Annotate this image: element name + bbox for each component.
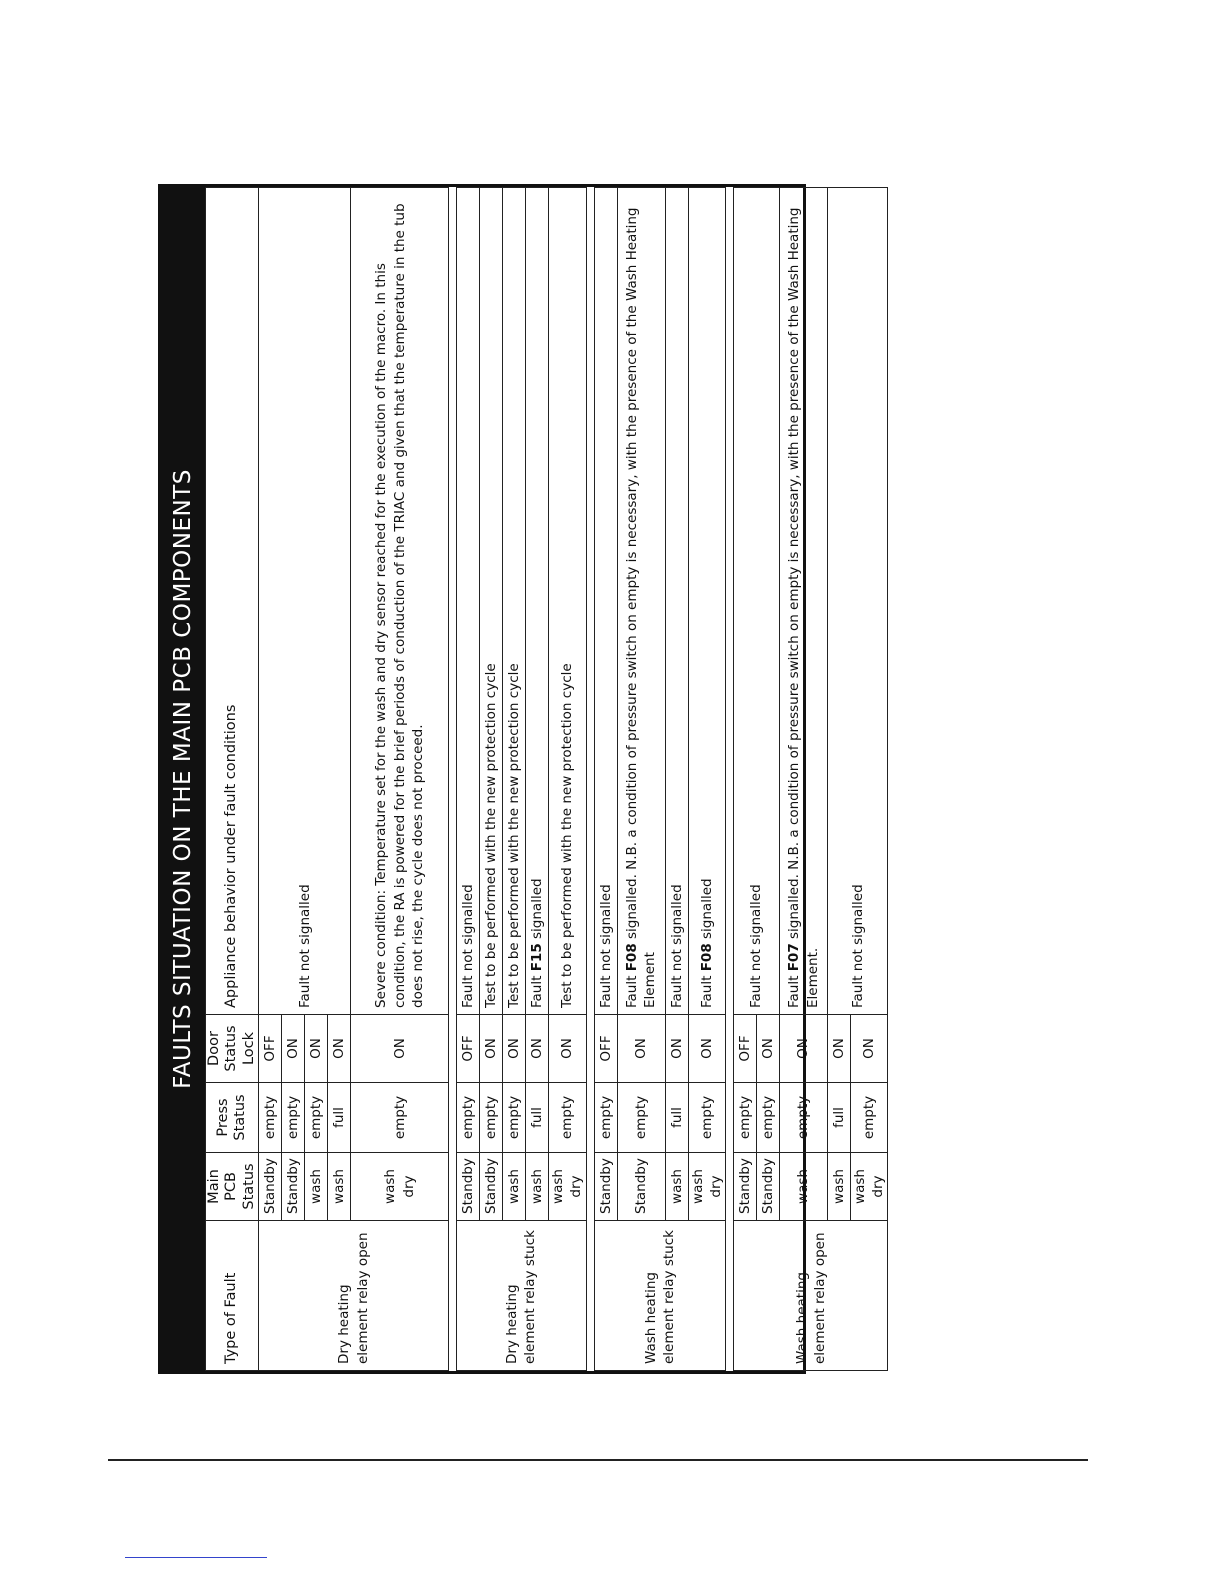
press-status-cell: empty <box>259 1083 282 1153</box>
behavior-text: Fault <box>529 971 546 1008</box>
table-body <box>259 188 888 1371</box>
behavior-cell <box>457 188 480 1015</box>
behavior-text: signalled <box>698 878 715 944</box>
door-status-cell: OFF <box>259 1015 282 1083</box>
fault-type-cell: Dry heating element relay open <box>259 1221 449 1371</box>
door-status-cell: ON <box>688 1015 725 1083</box>
fault-type-cell: Dry heating element relay stuck <box>457 1221 586 1371</box>
table-row <box>734 188 757 1371</box>
table-row <box>351 188 449 1371</box>
pcb-status-cell: Standby <box>457 1153 480 1221</box>
fault-type-cell: Wash heating element relay stuck <box>594 1221 725 1371</box>
press-status-cell: empty <box>480 1083 503 1153</box>
pcb-status-cell: Standby <box>734 1153 757 1221</box>
faults-table-frame <box>158 184 887 1374</box>
table-row <box>780 188 828 1371</box>
door-status-cell: ON <box>282 1015 305 1083</box>
press-status-cell: empty <box>617 1083 665 1153</box>
fault-type-cell: Wash heating element relay open <box>734 1221 888 1371</box>
table-row <box>594 188 617 1371</box>
pcb-status-cell: wash <box>828 1153 851 1221</box>
behavior-cell <box>594 188 617 1015</box>
header-door-status-lock: Door Status Lock <box>206 1015 259 1083</box>
pcb-status-cell: Standby <box>282 1153 305 1221</box>
behavior-cell <box>665 188 688 1015</box>
press-status-cell: empty <box>305 1083 328 1153</box>
fault-code: F15 <box>529 943 546 972</box>
door-status-cell: ON <box>665 1015 688 1083</box>
behavior-text: signalled. N.B. a condition of pressure switch on empty is necessary, with the presence of the Wash Heating Element <box>623 207 659 1008</box>
fault-code: F08 <box>623 943 640 972</box>
behavior-text: signalled. N.B. a condition of pressure switch on empty is necessary, with the presence of the Wash Heating Element. <box>786 207 821 1008</box>
behavior-text: Fault not signalled <box>748 884 765 1008</box>
behavior-text: Fault <box>623 971 640 1008</box>
pcb-status-cell: wash dry <box>851 1153 888 1221</box>
table-row <box>688 188 725 1371</box>
door-status-cell: ON <box>549 1015 586 1083</box>
door-status-cell: ON <box>780 1015 828 1083</box>
pcb-status-cell: wash <box>503 1153 526 1221</box>
header-row <box>206 188 259 1371</box>
header-type-of-fault: Type of Fault <box>206 1221 259 1371</box>
door-status-cell: ON <box>480 1015 503 1083</box>
rotated-page <box>158 184 887 1374</box>
fault-code: F07 <box>786 943 803 972</box>
behavior-text: Fault <box>786 971 803 1008</box>
door-status-cell: ON <box>328 1015 351 1083</box>
press-status-cell: empty <box>734 1083 757 1153</box>
footer-link-underline <box>125 1557 267 1558</box>
table-row <box>617 188 665 1371</box>
fault-code: F08 <box>698 943 715 972</box>
press-status-cell: full <box>328 1083 351 1153</box>
behavior-text: Fault <box>698 971 715 1008</box>
door-status-cell: ON <box>828 1015 851 1083</box>
door-status-cell: ON <box>757 1015 780 1083</box>
pcb-status-cell: wash <box>665 1153 688 1221</box>
behavior-cell <box>480 188 503 1015</box>
behavior-text: Fault not signalled <box>849 884 866 1008</box>
faults-table <box>205 187 888 1371</box>
header-main-pcb-status: Main PCB Status <box>206 1153 259 1221</box>
table-title: FAULTS SITUATION ON THE MAIN PCB COMPONENTS <box>161 187 205 1371</box>
door-status-cell: OFF <box>734 1015 757 1083</box>
behavior-text: Test to be performed with the new protection cycle <box>559 663 576 1008</box>
pcb-status-cell: Standby <box>594 1153 617 1221</box>
press-status-cell: empty <box>282 1083 305 1153</box>
pcb-status-cell: wash dry <box>688 1153 725 1221</box>
press-status-cell: full <box>526 1083 549 1153</box>
behavior-text: Fault not signalled <box>668 884 685 1008</box>
table-row <box>259 188 282 1371</box>
door-status-cell: ON <box>526 1015 549 1083</box>
behavior-text: signalled <box>529 878 546 944</box>
table-row <box>665 188 688 1371</box>
pcb-status-cell: wash dry <box>549 1153 586 1221</box>
press-status-cell: full <box>665 1083 688 1153</box>
table-row <box>526 188 549 1371</box>
behavior-text: Test to be performed with the new protection cycle <box>483 663 500 1008</box>
table-row <box>480 188 503 1371</box>
door-status-cell: ON <box>305 1015 328 1083</box>
group-separator <box>726 188 734 1371</box>
press-status-cell: empty <box>594 1083 617 1153</box>
door-status-cell: OFF <box>594 1015 617 1083</box>
table-row <box>828 188 851 1371</box>
table-row <box>503 188 526 1371</box>
behavior-text: Test to be performed with the new protection cycle <box>506 663 523 1008</box>
table-row <box>549 188 586 1371</box>
group-separator-cell <box>726 188 734 1371</box>
press-status-cell: full <box>828 1083 851 1153</box>
press-status-cell: empty <box>851 1083 888 1153</box>
group-separator-cell <box>586 188 594 1371</box>
behavior-cell <box>503 188 526 1015</box>
door-status-cell: ON <box>503 1015 526 1083</box>
behavior-cell <box>351 188 449 1015</box>
behavior-cell <box>549 188 586 1015</box>
behavior-text: Fault not signalled <box>460 884 477 1008</box>
pcb-status-cell: wash <box>305 1153 328 1221</box>
behavior-cell <box>828 188 888 1015</box>
press-status-cell: empty <box>503 1083 526 1153</box>
press-status-cell: empty <box>688 1083 725 1153</box>
door-status-cell: ON <box>617 1015 665 1083</box>
group-separator <box>449 188 457 1371</box>
behavior-text: Severe condition: Temperature set for the wash and dry sensor reached for the execution of the macro. In this condition, the RA is powered for the brief periods of conduction of the TRIAC and given that the temperature in the tub does not rise, the cycle does not proceed. <box>373 203 426 1008</box>
behavior-cell <box>688 188 725 1015</box>
behavior-cell <box>734 188 780 1015</box>
door-status-cell: OFF <box>457 1015 480 1083</box>
behavior-text: Fault not signalled <box>296 884 313 1008</box>
door-status-cell: ON <box>351 1015 449 1083</box>
behavior-cell <box>259 188 351 1015</box>
behavior-text: Fault not signalled <box>597 884 614 1008</box>
pcb-status-cell: wash <box>328 1153 351 1221</box>
group-separator-cell <box>449 188 457 1371</box>
table-row <box>457 188 480 1371</box>
press-status-cell: empty <box>351 1083 449 1153</box>
behavior-cell <box>780 188 828 1015</box>
pcb-status-cell: Standby <box>259 1153 282 1221</box>
behavior-cell <box>617 188 665 1015</box>
group-separator <box>586 188 594 1371</box>
press-status-cell: empty <box>457 1083 480 1153</box>
header-press-status: Press Status <box>206 1083 259 1153</box>
pcb-status-cell: wash <box>526 1153 549 1221</box>
footer-rule <box>108 1459 1088 1461</box>
header-appliance-behavior: Appliance behavior under fault conditions <box>206 188 259 1015</box>
press-status-cell: empty <box>549 1083 586 1153</box>
door-status-cell: ON <box>851 1015 888 1083</box>
pcb-status-cell: wash dry <box>351 1153 449 1221</box>
pcb-status-cell: Standby <box>757 1153 780 1221</box>
press-status-cell: empty <box>757 1083 780 1153</box>
behavior-cell <box>526 188 549 1015</box>
pcb-status-cell: wash <box>780 1153 828 1221</box>
press-status-cell: empty <box>780 1083 828 1153</box>
pcb-status-cell: Standby <box>617 1153 665 1221</box>
pcb-status-cell: Standby <box>480 1153 503 1221</box>
